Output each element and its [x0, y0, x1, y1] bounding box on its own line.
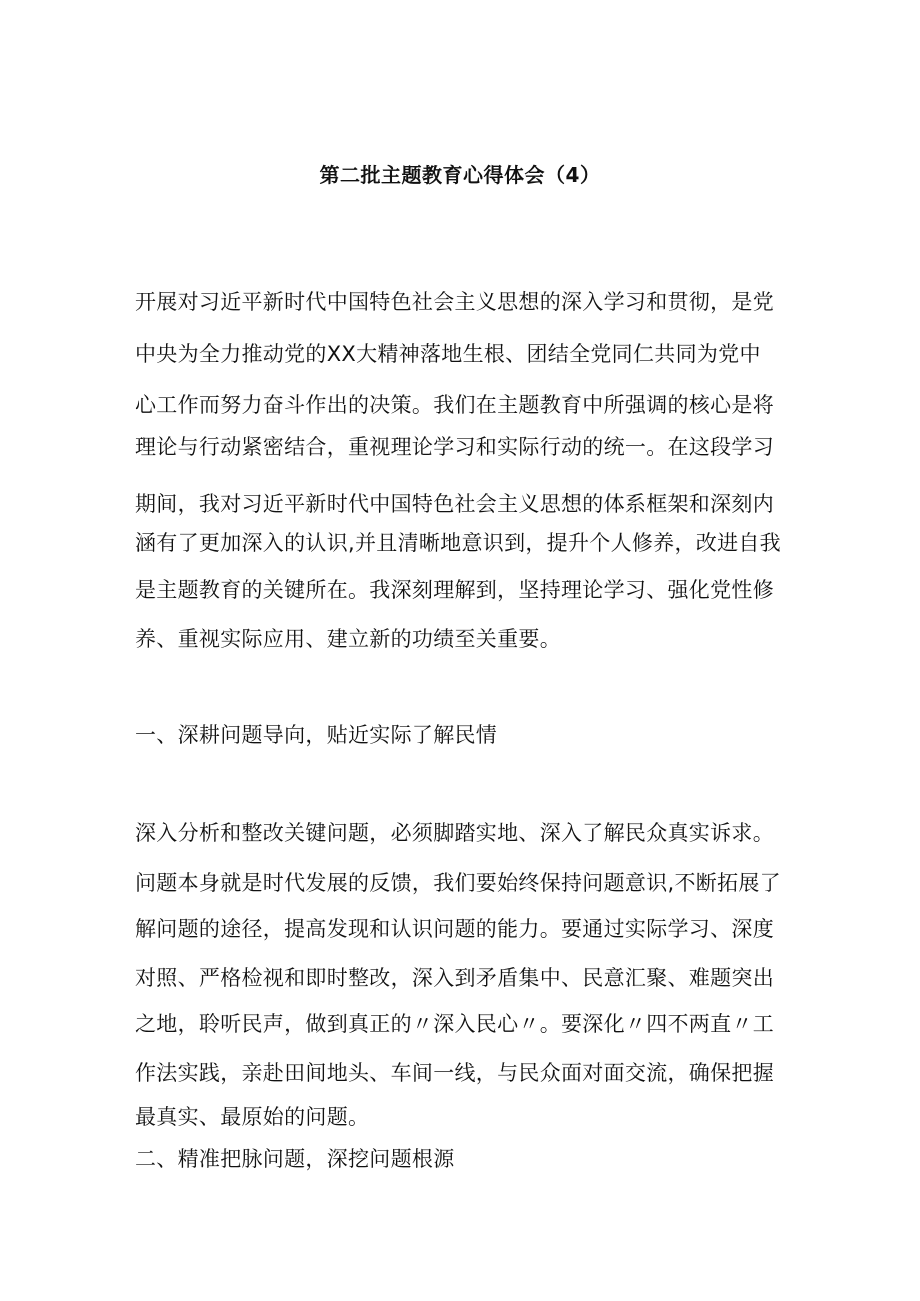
section1-paragraph-line: 最真实、最原始的问题。	[135, 1105, 370, 1129]
intro-paragraph-line: 养、重视实际应用、建立新的功绩至关重要。	[135, 627, 561, 651]
intro-paragraph-line: 理论与行动紧密结合，重视理论学习和实际行动的统一。在这段学习	[135, 435, 774, 459]
section1-paragraph-line: 问题本身就是时代发展的反馈，我们要始终保持问题意识,不断拓展了	[135, 871, 781, 895]
document-title: 第二批主题教育心得体会（4）	[319, 163, 601, 187]
intro-paragraph-line: 期间，我对习近平新时代中国特色社会主义思想的体系框架和深刻内	[135, 492, 774, 516]
intro-paragraph-line: 开展对习近平新时代中国特色社会主义思想的深入学习和贯彻，是党	[135, 290, 774, 314]
section1-paragraph-line: 对照、严格检视和即时整改，深入到矛盾集中、民意汇聚、难题突出	[135, 966, 774, 990]
intro-paragraph-line: 是主题教育的关键所在。我深刻理解到，坚持理论学习、强化党性修	[135, 578, 774, 602]
section-heading-2: 二、精准把脉问题，深挖问题根源	[135, 1147, 455, 1171]
section1-paragraph-line: 作法实践，亲赴田间地头、车间一线，与民众面对面交流，确保把握	[135, 1061, 774, 1085]
intro-paragraph-line: 涵有了更加深入的认识,并且清晰地意识到，提升个人修养，改进自我	[135, 531, 781, 555]
section1-paragraph-line: 深入分析和整改关键问题，必须脚踏实地、深入了解民众真实诉求。	[135, 821, 774, 845]
section1-paragraph-line: 之地，聆听民声，做到真正的〃深入民心〃。要深化〃四不两直〃工	[135, 1012, 774, 1036]
intro-paragraph-line: 中央为全力推动党的XX大精神落地生根、团结全党同仁共同为党中	[135, 342, 761, 366]
intro-paragraph-line: 心工作而努力奋斗作出的决策。我们在主题教育中所强调的核心是将	[135, 393, 774, 417]
section-heading-1: 一、深耕问题导向，贴近实际了解民情	[135, 723, 498, 747]
section1-paragraph-line: 解问题的途径，提高发现和认识问题的能力。要通过实际学习、深度	[135, 917, 774, 941]
